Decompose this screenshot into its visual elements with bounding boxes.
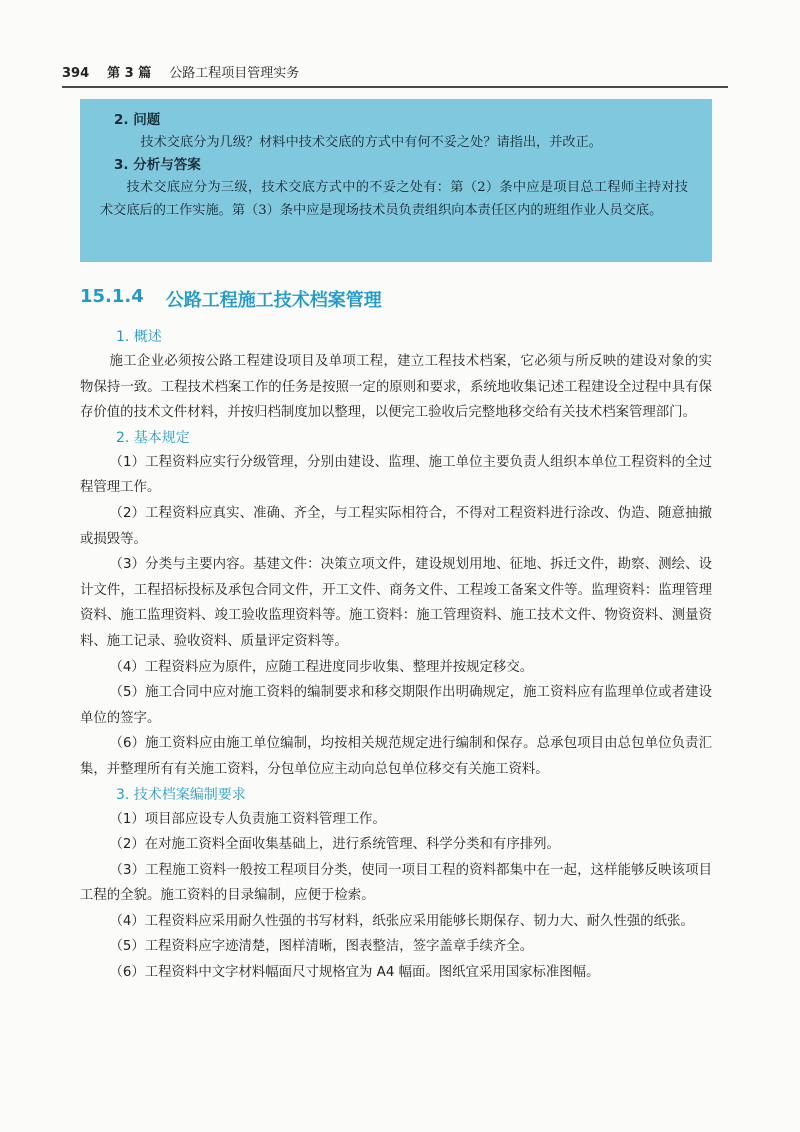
- requirement-item: （4）工程资料应采用耐久性强的书写材料，纸张应采用能够长期保存、韧力大、耐久性强的纸张。: [109, 913, 694, 929]
- header-rule: [62, 86, 728, 88]
- answer-heading: 3. 分析与答案: [114, 157, 201, 173]
- question-text: 技术交底分为几级？材料中技术交底的方式中有何不妥之处？请指出，并改正。: [140, 135, 602, 150]
- section-body: [80, 325, 712, 986]
- question-heading: 2. 问题: [114, 112, 161, 128]
- requirement-item: （1）项目部应设专人负责施工资料管理工作。: [109, 811, 386, 827]
- requirement-item: （2）在对施工资料全面收集基础上，进行系统管理、科学分类和有序排列。: [109, 837, 560, 853]
- requirement-item: （6）工程资料中文字材料幅面尺寸规格宜为 A4 幅面。图纸宜采用国家标准图幅。: [109, 965, 600, 981]
- case-analysis-box: [80, 99, 712, 262]
- subsection-heading-overview: 1. 概述: [116, 329, 162, 345]
- requirement-item: （3）工程施工资料一般按工程项目分类，使同一项目工程的资料都集中在一起，这样能够反映该项目工程的全貌。施工资料的目录编制，应便于检索。: [80, 862, 712, 904]
- section-heading: [80, 286, 382, 312]
- rule-item: （1）工程资料应实行分级管理，分别由建设、监理、施工单位主要负责人组织本单位工程资料的全过程管理工作。: [80, 454, 712, 496]
- subsection-heading-rules: 2. 基本规定: [116, 429, 190, 446]
- section-number: 15.1.4: [80, 286, 144, 307]
- subsection-heading-requirements: 3. 技术档案编制要求: [116, 786, 246, 803]
- page-number: 394: [62, 66, 90, 81]
- requirement-item: （5）工程资料应字迹清楚，图样清晰，图表整洁，签字盖章手续齐全。: [109, 939, 534, 955]
- rule-item: （6）施工资料应由施工单位编制，均按相关规范规定进行编制和保存。总承包项目由总包单位负责汇集，并整理所有有关施工资料，分包单位应主动向总包单位移交有关施工资料。: [80, 736, 712, 777]
- rule-item: （2）工程资料应真实、准确、齐全，与工程实际相符合，不得对工程资料进行涂改、伪造、随意抽撤或损毁等。: [80, 505, 712, 547]
- answer-text: 技术交底应分为三级，技术交底方式中的不妥之处有：第（2）条中应是项目总工程师主持对技术交底后的工作实施。第（3）条中应是现场技术员负责组织向本责任区内的班组作业人员交底。: [100, 180, 688, 218]
- running-header: [62, 62, 722, 81]
- book-title: 公路工程项目管理实务: [169, 66, 300, 81]
- rule-item: （5）施工合同中应对施工资料的编制要求和移交期限作出明确规定，施工资料应有监理单位或者建设单位的签字。: [80, 685, 712, 726]
- part-label: 第 3 篇: [107, 66, 152, 81]
- overview-paragraph: 施工企业必须按公路工程建设项目及单项工程，建立工程技术档案，它必须与所反映的建设对象的实物保持一致。工程技术档案工作的任务是按照一定的原则和要求，系统地收集记述工程建设全过程中具有保存价值的技术文件材料，并按归档制度加以整理，以便完工验收后完整地移交给有关技术档案管理部门。: [80, 354, 712, 421]
- section-title: 公路工程施工技术档案管理: [165, 290, 382, 311]
- rule-item: （3）分类与主要内容。基建文件：决策立项文件，建设规划用地、征地、拆迁文件，勘察、测绘、设计文件，工程招标投标及承包合同文件，开工文件、商务文件、工程竣工备案文件等。监理资料：监理管理资料、施工监理资料、竣工验收监理资料等。施工资料：施工管理资料、施工技术文件、物资资料、测量资料、施工记录、验收资料、质量评定资料等。: [80, 557, 712, 649]
- rule-item: （4）工程资料应为原件，应随工程进度同步收集、整理并按规定移交。: [109, 659, 534, 675]
